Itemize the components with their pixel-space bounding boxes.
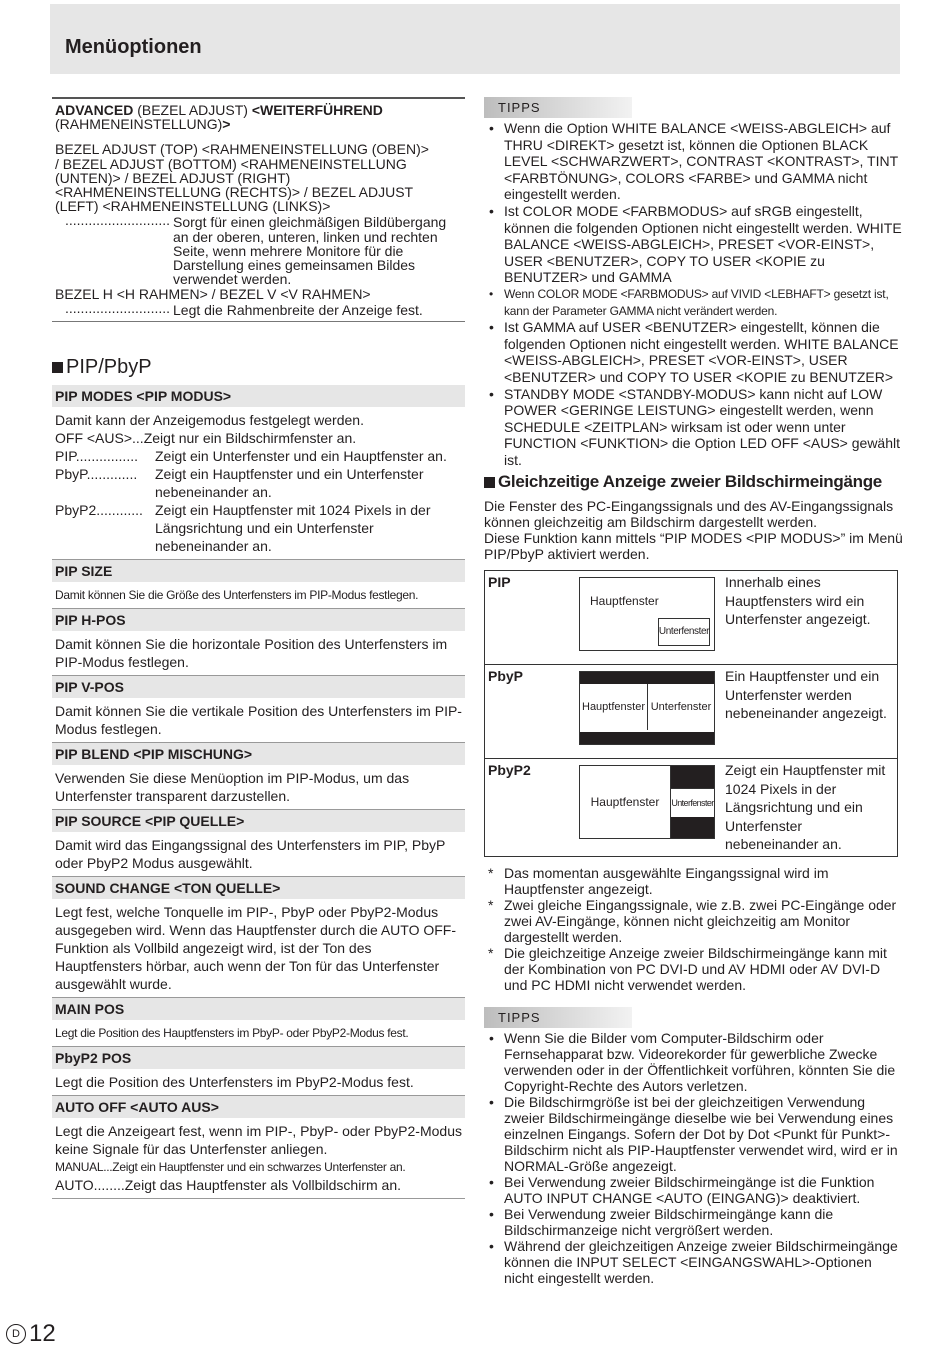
mode-row-pbyp2	[485, 759, 898, 857]
bezel-adjust-line: <RAHMENEINSTELLUNG (RECHTS)> / BEZEL ADJUST	[55, 184, 414, 201]
pip-mode-key: PbyP.............	[55, 466, 138, 483]
pip-mode-row	[55, 447, 462, 465]
pip-modes-heading: PIP MODES <PIP MODUS>	[52, 385, 465, 407]
auto-off-desc: Legt die Anzeigeart fest, wenn im PIP-, PbyP- oder PbyP2-Modus keine Signale für das Unterfenster anliegen.	[55, 1123, 462, 1158]
left-column	[52, 97, 465, 1199]
notes-list	[484, 865, 904, 993]
bezel-adjust-leader: ...........................	[65, 213, 171, 228]
bezel-adjust-desc-text: Sorgt für einen gleichmäßigen Bildübergang an der oberen, unteren, linken und rechten Seite, wenn mehrere Monitore für die Darstellung eines gemeinsamen Bildes verwendet werden.	[173, 214, 447, 288]
tips-item: • STANDBY MODE <STANDBY-MODUS> kann nicht auf LOW POWER <GERINGE LEISTUNG> eingestellt werden, wenn SCHEDULE <ZEITPLAN> wirksam ist oder wenn unter FUNCTION <FUNKTION> die Option LED OFF <AUS> gewählt ist.	[484, 386, 904, 469]
main-window-label: Hauptfenster	[580, 766, 671, 838]
black-bar-bottom	[671, 817, 714, 838]
auto-off-manual: MANUAL...Zeigt ein Hauptfenster und ein schwarzes Unterfenster an.	[55, 1160, 406, 1175]
pip-modes-intro: Damit kann der Anzeigemodus festgelegt werden.	[55, 412, 364, 429]
gleichzeitig-title-text: Gleichzeitige Anzeige zweier Bildschirmeingänge	[498, 472, 882, 492]
note-item: * Das momentan ausgewählte Eingangssignal wird im Hauptfenster angezeigt.	[484, 865, 904, 897]
page-number	[6, 1320, 56, 1348]
auto-off-body	[52, 1118, 465, 1199]
pip-blend-heading: PIP BLEND <PIP MISCHUNG>	[52, 743, 465, 765]
bezel-adjust-block	[52, 139, 465, 317]
main-window-label: Hauptfenster	[580, 684, 648, 730]
pip-mode-value: Zeigt ein Hauptfenster mit 1024 Pixels in der Längsrichtung und ein Unterfenster nebeneinander an.	[155, 502, 431, 555]
pip-vpos-heading: PIP V-POS	[52, 676, 465, 698]
bezel-adjust-line: / BEZEL ADJUST (BOTTOM) <RAHMENEINSTELLUNG	[55, 155, 407, 172]
pip-mode-row	[55, 465, 462, 501]
mode-row-pip	[485, 571, 898, 665]
auto-off-heading: AUTO OFF <AUTO AUS>	[52, 1096, 465, 1118]
right-column	[484, 97, 904, 1286]
mode-label: PIP	[485, 571, 574, 665]
page-title: Menüoptionen	[65, 36, 202, 58]
pip-modes-body	[52, 407, 465, 560]
tips-item: • Die Bildschirmgröße ist bei der gleichzeitigen Verwendung zweier Bildschirmeingänge dieselbe wie bei Verwendung eines einzelnen Eingangs. Sofern der Dot by Dot <Punkt für Punkt>-Bildschirm nicht als PIP-Hauptfenster verwendet wird, wird er in NORMAL-Größe angezeigt.	[484, 1094, 904, 1174]
bezel-adjust-line: BEZEL ADJUST (TOP) <RAHMENEINSTELLUNG (OBEN)>	[55, 141, 429, 158]
pip-mode-key: PbyP2............	[55, 502, 143, 519]
advanced-title-line2: (RAHMENEINSTELLUNG)	[55, 116, 223, 133]
mode-desc: Ein Hauptfenster und ein Unterfenster werden nebeneinander angezeigt.	[722, 665, 898, 759]
bezel-hv-line: BEZEL H <H RAHMEN> / BEZEL V <V RAHMEN>	[55, 285, 371, 302]
advanced-title-rest: (BEZEL ADJUST)	[133, 102, 252, 118]
tips-item: • Wenn COLOR MODE <FARBMODUS> auf VIVID <LEBHAFT> gesetzt ist, kann der Parameter GAMMA nicht verändert werden.	[484, 286, 904, 319]
tips-item: • Bei Verwendung zweier Bildschirmeingänge ist die Funktion AUTO INPUT CHANGE <AUTO (EINGANG)> deaktiviert.	[484, 1174, 904, 1206]
advanced-title-bold: ADVANCED	[55, 102, 134, 118]
bezel-adjust-line: (UNTEN)> / BEZEL ADJUST (RIGHT)	[55, 169, 291, 186]
pip-size-heading: PIP SIZE	[52, 560, 465, 582]
pip-mode-value: Zeigt nur ein Bildschirmfenster an.	[143, 430, 357, 447]
auto-off-auto: AUTO........Zeigt das Hauptfenster als Vollbildschirm an.	[55, 1177, 402, 1194]
gleichzeitig-para1: Die Fenster des PC-Eingangssignals und des AV-Eingangssignals können gleichzeitig am Bildschirm dargestellt werden.	[484, 498, 894, 531]
sound-change-body: Legt fest, welche Tonquelle im PIP-, PbyP oder PbyP2-Modus ausgegeben wird. Wenn das Hauptfenster durch die AUTO OFF-Funktion als Vollbild angezeigt wird, ist der Ton des Hauptfensters hörbar, auch wenn der Ton für das Unterfenster ausgewählt wurde.	[52, 899, 465, 998]
pip-mode-row	[55, 429, 462, 447]
mode-desc: Innerhalb eines Hauptfensters wird ein Unterfenster angezeigt.	[722, 571, 898, 665]
pip-source-heading: PIP SOURCE <PIP QUELLE>	[52, 810, 465, 832]
page-number-text: 12	[29, 1320, 56, 1347]
black-bar-top	[580, 672, 714, 684]
bezel-hv-leader: ...........................	[65, 300, 171, 316]
tips-item: • Während der gleichzeitigen Anzeige zweier Bildschirmeingänge können die INPUT SELECT <EINGANGSWAHL>-Optionen nicht eingestellt werden.	[484, 1238, 904, 1286]
pip-size-body: Damit können Sie die Größe des Unterfensters im PIP-Modus festlegen.	[52, 582, 465, 609]
tips-list	[484, 1030, 904, 1286]
bezel-adjust-line: (LEFT) <RAHMENEINSTELLUNG (LINKS)>	[55, 198, 331, 215]
mode-label: PbyP	[485, 665, 574, 759]
mode-desc: Zeigt ein Hauptfenster mit 1024 Pixels in der Längsrichtung und ein Unterfenster nebeneinander an.	[722, 759, 898, 857]
gleichzeitig-title	[484, 472, 904, 492]
tips-list	[484, 120, 904, 468]
pip-blend-body: Verwenden Sie diese Menüoption im PIP-Modus, um das Unterfenster transparent darzustellen.	[52, 765, 465, 810]
pip-mode-key: OFF <AUS>...	[55, 430, 144, 447]
pbyp2-pos-body: Legt die Position des Unterfensters im PbyP2-Modus fest.	[52, 1069, 465, 1096]
square-bullet-icon	[484, 477, 495, 488]
bezel-adjust-desc	[55, 213, 462, 286]
tips-item: • Ist COLOR MODE <FARBMODUS> auf sRGB eingestellt, können die folgenden Optionen nicht eingestellt werden. WHITE BALANCE <WEISS-ABGLEICH>, PRESET <VOR-EINST>, USER <BENUTZER>, COPY TO USER <KOPIE zu BENUTZER> und GAMMA	[484, 203, 904, 286]
tips-item: • Ist GAMMA auf USER <BENUTZER> eingestellt, können die folgenden Optionen nicht eingestellt werden. WHITE BALANCE <WEISS-ABGLEICH>, PRESET <VOR-EINST>, USER <BENUTZER> und COPY TO USER <KOPIE zu BENUTZER>	[484, 319, 904, 385]
tips-label: TIPPS	[484, 1007, 632, 1028]
tips-item: • Bei Verwendung zweier Bildschirmeingänge kann die Bildschirmanzeige nicht vergrößert werden.	[484, 1206, 904, 1238]
pip-section-title	[52, 356, 465, 379]
mode-row-pbyp	[485, 665, 898, 759]
pip-hpos-body: Damit können Sie die horizontale Position des Unterfensters im PIP-Modus festlegen.	[52, 631, 465, 676]
main-window-box	[579, 577, 715, 651]
bezel-hv-desc	[55, 301, 462, 317]
note-item: * Die gleichzeitige Anzeige zweier Bildschirmeingänge kann mit der Kombination von PC DVI-D und AV HDMI oder AV DVI-D und PC HDMI nicht verwendet werden.	[484, 945, 904, 993]
tips-item: • Wenn Sie die Bilder vom Computer-Bildschirm oder Fernsehapparat bzw. Videorekorder für gewerbliche Zwecke verwenden oder in der Öffentlichkeit vorführen, könnten Sie die Copyright-Rechte des Autors verletzen.	[484, 1030, 904, 1094]
gleichzeitig-para2: Diese Funktion kann mittels “PIP MODES <PIP MODUS>” im Menü PIP/PbyP aktiviert werden.	[484, 530, 903, 563]
language-mark-icon: D	[6, 1324, 26, 1344]
sub-window-box: Unterfenster	[658, 618, 710, 646]
note-item: * Zwei gleiche Eingangssignale, wie z.B. zwei PC-Eingänge oder zwei AV-Eingänge, können nicht gleichzeitig am Monitor dargestellt werden.	[484, 897, 904, 945]
main-window-label: Hauptfenster	[590, 594, 659, 609]
bezel-hv-desc-text: Legt die Rahmenbreite der Anzeige fest.	[173, 302, 423, 319]
pip-mode-value: Zeigt ein Unterfenster und ein Hauptfenster an.	[155, 448, 447, 465]
pip-diagram	[573, 571, 722, 665]
sound-change-heading: SOUND CHANGE <TON QUELLE>	[52, 877, 465, 899]
pbyp-diagram	[573, 665, 722, 759]
tips-label: TIPPS	[484, 97, 632, 118]
black-bar-top	[671, 766, 714, 788]
mode-table	[484, 570, 898, 857]
sub-window-label: Unterfenster	[671, 788, 714, 818]
main-pos-heading: MAIN POS	[52, 998, 465, 1020]
square-bullet-icon	[52, 362, 63, 373]
pip-mode-row	[55, 501, 462, 555]
pip-title-text: PIP/PbyP	[66, 356, 152, 379]
screen-box	[579, 765, 715, 839]
screen-box	[579, 671, 715, 745]
advanced-section	[52, 97, 465, 322]
pip-vpos-body: Damit können Sie die vertikale Position des Unterfensters im PIP-Modus festlegen.	[52, 698, 465, 743]
pbyp2-diagram	[573, 759, 722, 857]
black-bar-bottom	[580, 732, 714, 744]
advanced-title	[52, 99, 465, 131]
pbyp2-pos-heading: PbyP2 POS	[52, 1047, 465, 1069]
pip-hpos-heading: PIP H-POS	[52, 609, 465, 631]
advanced-title-bold2: <WEITERFÜHREND	[251, 102, 383, 118]
pip-mode-value: Zeigt ein Hauptfenster und ein Unterfenster nebeneinander an.	[155, 466, 424, 501]
sub-window-label: Unterfenster	[650, 701, 712, 714]
pip-source-body: Damit wird das Eingangssignal des Unterfensters im PIP, PbyP oder PbyP2 Modus ausgewählt.	[52, 832, 465, 877]
pip-mode-key: PIP................	[55, 448, 138, 465]
mode-label: PbyP2	[485, 759, 574, 857]
main-pos-body: Legt die Position des Hauptfensters im PbyP- oder PbyP2-Modus fest.	[52, 1020, 465, 1047]
tips-item: • Wenn die Option WHITE BALANCE <WEISS-ABGLEICH> auf THRU <DIREKT> gesetzt ist, können die Optionen BLACK LEVEL <SCHWARZWERT>, CONTRAST <KONTRAST>, TINT <FARBTÖNUNG>, COLORS <FARBE> und GAMMA nicht eingestellt werden.	[484, 120, 904, 203]
advanced-title-close: >	[222, 116, 231, 133]
